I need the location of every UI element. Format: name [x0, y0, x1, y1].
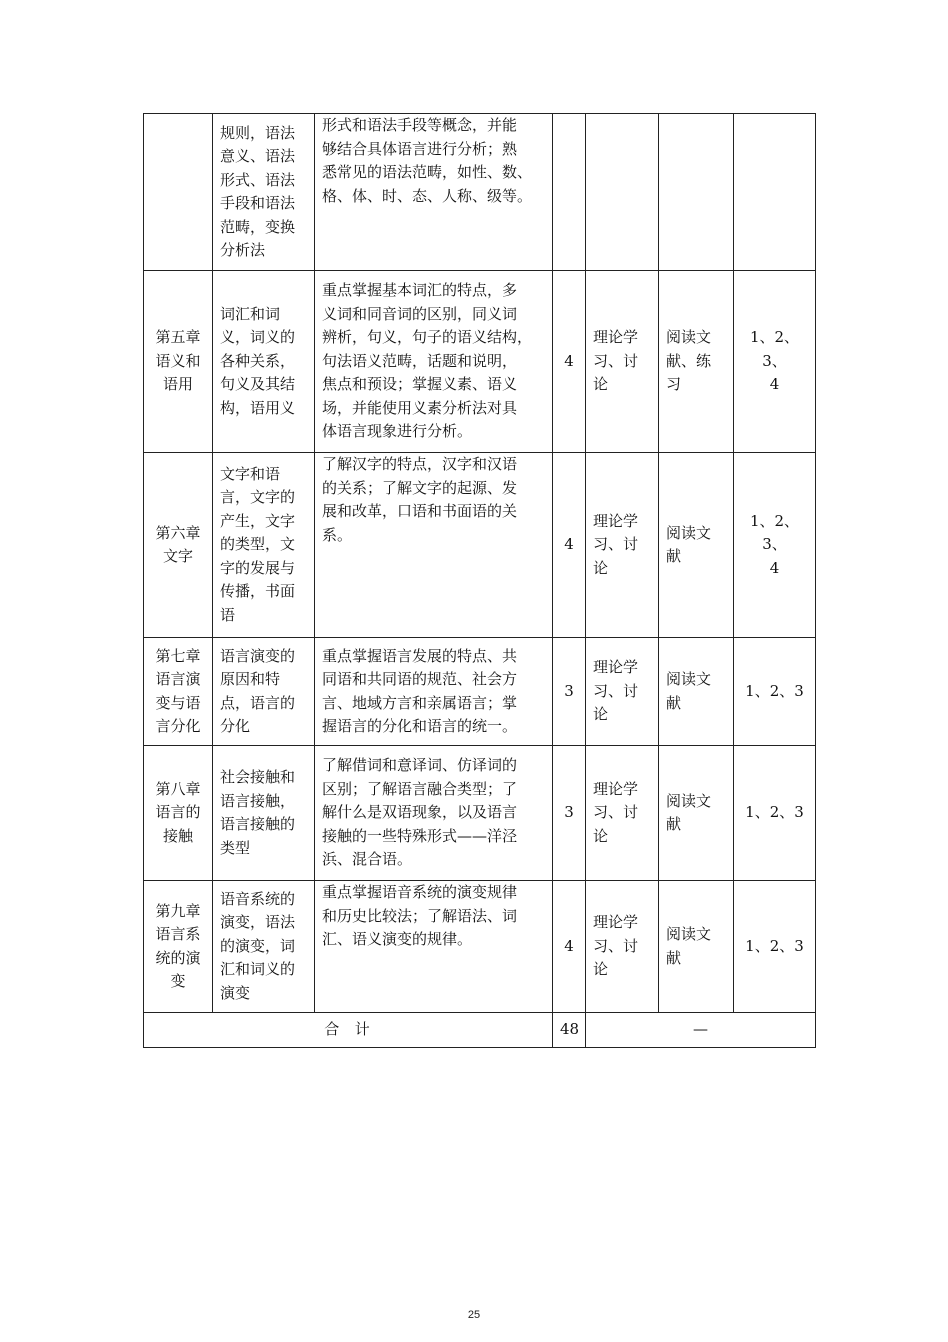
- requirements-cell: 重点掌握语言发展的特点、共 同语和共同语的规范、社会方 言、地域方言和亲属语言；掌 握语言的分化和语言的统一。: [315, 638, 553, 746]
- method-cell: 理论学 习、讨 论: [586, 746, 659, 881]
- assignment-cell: 阅读文 献: [659, 746, 734, 881]
- method-cell: 理论学 习、讨 论: [586, 453, 659, 638]
- requirements-cell: 重点掌握基本词汇的特点，多 义词和同音词的区别，同义词 辨析，句义，句子的语义结构， 句法语义范畴，话题和说明， 焦点和预设；掌握义素、语义 场，并能使用义素分析法对具 体语言现象进行分析。: [315, 271, 553, 453]
- hours-cell: 3: [553, 746, 586, 881]
- targets-cell: 1、2、3、 4: [734, 271, 816, 453]
- assignment-cell: 阅读文 献: [659, 453, 734, 638]
- hours-cell: 4: [553, 453, 586, 638]
- assignment-cell: 阅读文 献: [659, 881, 734, 1013]
- table-row: [144, 114, 816, 271]
- targets-cell: 1、2、3: [734, 638, 816, 746]
- requirements-cell: 了解借词和意译词、仿译词的 区别；了解语言融合类型；了 解什么是双语现象，以及语言 接触的一些特殊形式——洋泾 浜、混合语。: [315, 746, 553, 881]
- hours-cell: 3: [553, 638, 586, 746]
- assignment-cell: 阅读文 献、练 习: [659, 271, 734, 453]
- topics-cell: 语言演变的 原因和特 点，语言的 分化: [213, 638, 315, 746]
- course-schedule-table: [143, 113, 816, 1048]
- chapter-cell: 第六章 文字: [144, 453, 213, 638]
- targets-cell: [734, 114, 816, 271]
- table-row: [144, 881, 816, 1013]
- chapter-cell: 第九章 语言系 统的演 变: [144, 881, 213, 1013]
- chapter-cell: [144, 114, 213, 271]
- chapter-cell: 第八章 语言的 接触: [144, 746, 213, 881]
- method-cell: [586, 114, 659, 271]
- total-label-cell: 合 计: [144, 1013, 553, 1048]
- table-row: [144, 271, 816, 453]
- hours-cell: [553, 114, 586, 271]
- table-row: [144, 453, 816, 638]
- total-row: [144, 1013, 816, 1048]
- assignment-cell: 阅读文 献: [659, 638, 734, 746]
- topics-cell: 语音系统的 演变，语法 的演变，词 汇和词义的 演变: [213, 881, 315, 1013]
- method-cell: 理论学 习、讨 论: [586, 271, 659, 453]
- hours-cell: 4: [553, 881, 586, 1013]
- total-rest-cell: —: [586, 1013, 816, 1048]
- topics-cell: 词汇和词 义，词义的 各种关系， 句义及其结 构，语用义: [213, 271, 315, 453]
- topics-cell: 社会接触和 语言接触， 语言接触的 类型: [213, 746, 315, 881]
- total-hours-cell: 48: [553, 1013, 586, 1048]
- topics-cell: 规则，语法 意义、语法 形式、语法 手段和语法 范畴，变换 分析法: [213, 114, 315, 271]
- chapter-cell: 第七章 语言演 变与语 言分化: [144, 638, 213, 746]
- table-row: [144, 638, 816, 746]
- hours-cell: 4: [553, 271, 586, 453]
- requirements-cell: 形式和语法手段等概念，并能 够结合具体语言进行分析；熟 悉常见的语法范畴，如性、数、 格、体、时、态、人称、级等。: [315, 114, 553, 271]
- table-row: [144, 746, 816, 881]
- method-cell: 理论学 习、讨 论: [586, 881, 659, 1013]
- targets-cell: 1、2、3: [734, 746, 816, 881]
- chapter-cell: 第五章 语义和 语用: [144, 271, 213, 453]
- assignment-cell: [659, 114, 734, 271]
- targets-cell: 1、2、3、 4: [734, 453, 816, 638]
- requirements-cell: 重点掌握语音系统的演变规律 和历史比较法；了解语法、词 汇、语义演变的规律。: [315, 881, 553, 1013]
- targets-cell: 1、2、3: [734, 881, 816, 1013]
- page-number: 25: [467, 1309, 481, 1321]
- requirements-cell: 了解汉字的特点，汉字和汉语 的关系；了解文字的起源、发 展和改革，口语和书面语的关 系。: [315, 453, 553, 638]
- method-cell: 理论学 习、讨 论: [586, 638, 659, 746]
- topics-cell: 文字和语 言，文字的 产生，文字 的类型，文 字的发展与 传播，书面 语: [213, 453, 315, 638]
